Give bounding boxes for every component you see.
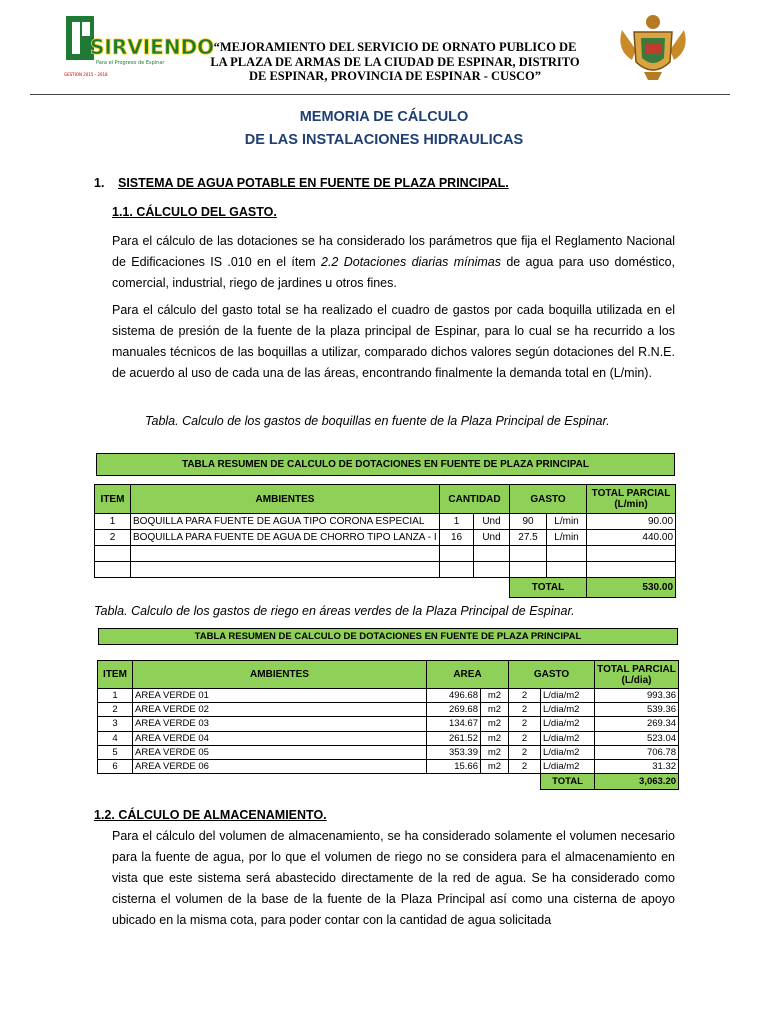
cell-aunit: m2 xyxy=(481,703,509,717)
table-2-header-row xyxy=(98,661,679,689)
cell-gunit: L/dia/m2 xyxy=(541,745,595,759)
cell-area: 269.68 xyxy=(427,703,481,717)
cell-item: 6 xyxy=(98,759,133,773)
cell-desc: AREA VERDE 05 xyxy=(133,745,427,759)
cell-gunit: L/dia/m2 xyxy=(541,731,595,745)
cell-total: 440.00 xyxy=(587,530,676,546)
th-total-line2: (L/dia) xyxy=(621,674,652,686)
cell-gasto: 2 xyxy=(509,703,541,717)
cell-desc: BOQUILLA PARA FUENTE DE AGUA DE CHORRO TIPO LANZA - I xyxy=(131,530,440,546)
table-row xyxy=(98,731,679,745)
th-gasto: GASTO xyxy=(510,485,587,514)
table-row-empty xyxy=(95,562,676,578)
total-label: TOTAL xyxy=(510,578,587,598)
cell-total: 993.36 xyxy=(595,689,679,703)
cell-aunit: m2 xyxy=(481,759,509,773)
th-item: ITEM xyxy=(98,661,133,689)
th-area: AREA xyxy=(427,661,509,689)
cell-gunit: L/dia/m2 xyxy=(541,759,595,773)
cell-aunit: m2 xyxy=(481,745,509,759)
paragraph-gasto-total: Para el cálculo del gasto total se ha realizado el cuadro de gastos por cada boquilla utilizada en el sistema de presión de la fuente de la plaza principal de Espinar, para lo cual se ha recurrido a los manuales técnicos de las boquillas a utilizar, comparado dichos valores según dotaciones del R.N.E. de acuerdo al uso de cada una de las áreas, encontrando finalmente la demanda total en (L/min). xyxy=(112,303,675,380)
cell-gasto: 2 xyxy=(509,759,541,773)
th-gasto: GASTO xyxy=(509,661,595,689)
th-cantidad: CANTIDAD xyxy=(440,485,510,514)
th-total-line1: TOTAL PARCIAL xyxy=(591,488,671,499)
table-row xyxy=(98,703,679,717)
th-total-line2: (L/min) xyxy=(614,499,648,510)
table-row xyxy=(95,514,676,530)
section-1-title: SISTEMA DE AGUA POTABLE EN FUENTE DE PLAZA PRINCIPAL. xyxy=(118,176,509,190)
cell-item: 1 xyxy=(95,514,131,530)
cell-unit: Und xyxy=(474,514,510,530)
section-1-heading xyxy=(94,176,509,190)
table-row xyxy=(95,530,676,546)
cell-total: 90.00 xyxy=(587,514,676,530)
cell-area: 261.52 xyxy=(427,731,481,745)
cell-item: 2 xyxy=(98,703,133,717)
p1-part-a: Para el cálculo de las dotaciones se ha considerado los parámetros que fija el Reglamento Nacional de Edificaciones IS .010 en el ítem xyxy=(112,234,675,269)
cell-gunit: L/min xyxy=(547,530,587,546)
doc-title-line1: MEMORIA DE CÁLCULO xyxy=(299,109,469,125)
cell-aunit: m2 xyxy=(481,689,509,703)
cell-desc: AREA VERDE 01 xyxy=(133,689,427,703)
logo-tagline: Para el Progreso de Espinar xyxy=(96,60,165,66)
cell-item: 5 xyxy=(98,745,133,759)
cell-area: 15.66 xyxy=(427,759,481,773)
cell-total: 269.34 xyxy=(595,717,679,731)
table-row xyxy=(98,745,679,759)
cell-desc: AREA VERDE 03 xyxy=(133,717,427,731)
th-item: ITEM xyxy=(95,485,131,514)
cell-gasto: 2 xyxy=(509,717,541,731)
table-1-header-row xyxy=(95,485,676,514)
p1-emphasis: 2.2 Dotaciones diarias mínimas xyxy=(321,255,501,269)
cell-desc: BOQUILLA PARA FUENTE DE AGUA TIPO CORONA ESPECIAL xyxy=(131,514,440,530)
table-row xyxy=(98,759,679,773)
cell-gunit: L/dia/m2 xyxy=(541,689,595,703)
cell-desc: AREA VERDE 02 xyxy=(133,703,427,717)
project-title: “MEJORAMIENTO DEL SERVICIO DE ORNATO PUBLICO DE LA PLAZA DE ARMAS DE LA CIUDAD DE ESPINAR, DISTRITO DE ESPINAR, PROVINCIA DE ESPINAR - CUSCO” xyxy=(210,40,580,83)
doc-title-line2: DE LAS INSTALACIONES HIDRAULICAS xyxy=(244,132,524,148)
th-total-line1: TOTAL PARCIAL xyxy=(597,663,676,675)
table-2-total-row xyxy=(98,774,679,790)
table-row xyxy=(98,717,679,731)
cell-total: 539.36 xyxy=(595,703,679,717)
cell-gasto: 2 xyxy=(509,689,541,703)
section-1-number: 1. xyxy=(94,176,105,190)
table-2-caption: Tabla. Calculo de los gastos de riego en áreas verdes de la Plaza Principal de Espinar. xyxy=(94,604,575,618)
p1-part-b: de agua para uso doméstico, comercial, industrial, riego de jardines u otros fines. xyxy=(112,255,675,290)
cell-total: 31.32 xyxy=(595,759,679,773)
cell-qty: 16 xyxy=(440,530,474,546)
table-row xyxy=(98,689,679,703)
cell-gunit: L/dia/m2 xyxy=(541,717,595,731)
cell-gasto: 27.5 xyxy=(510,530,547,546)
paragraph-almacenamiento: Para el cálculo del volumen de almacenamiento, se ha considerado solamente el volumen necesario para la fuente de agua, por lo que el volumen de riego no se considera para el almacenamiento en vista que este sistema será abastecido directamente de la red de agua. Se ha considerado como cisterna el volumen de la base de la fuente de la Plaza Principal así como una cisterna de apoyo ubicado en la misma cota, para poder contar con la cantidad de agua solicitada xyxy=(112,829,675,927)
cell-item: 3 xyxy=(98,717,133,731)
cell-aunit: m2 xyxy=(481,731,509,745)
cell-qty: 1 xyxy=(440,514,474,530)
table-boquillas xyxy=(94,484,676,598)
cell-gasto: 2 xyxy=(509,731,541,745)
municipal-seal-icon xyxy=(614,10,692,82)
table-2-banner: TABLA RESUMEN DE CALCULO DE DOTACIONES EN FUENTE DE PLAZA PRINCIPAL xyxy=(98,628,678,645)
logo-years: GESTION 2015 - 2018 xyxy=(64,72,108,77)
paragraph-dotaciones xyxy=(112,231,675,294)
cell-gunit: L/dia/m2 xyxy=(541,703,595,717)
cell-unit: Und xyxy=(474,530,510,546)
cell-desc: AREA VERDE 06 xyxy=(133,759,427,773)
table-1-caption: Tabla. Calculo de los gastos de boquillas en fuente de la Plaza Principal de Espinar. xyxy=(145,414,610,428)
table-1-banner: TABLA RESUMEN DE CALCULO DE DOTACIONES EN FUENTE DE PLAZA PRINCIPAL xyxy=(96,453,675,476)
subsection-1-1-heading: 1.1. CÁLCULO DEL GASTO. xyxy=(112,205,277,219)
total-value: 530.00 xyxy=(587,578,676,598)
header-divider xyxy=(30,94,730,95)
cell-item: 4 xyxy=(98,731,133,745)
cell-area: 353.39 xyxy=(427,745,481,759)
cell-total: 523.04 xyxy=(595,731,679,745)
total-value: 3,063.20 xyxy=(595,774,679,790)
cell-gunit: L/min xyxy=(547,514,587,530)
cell-area: 134.67 xyxy=(427,717,481,731)
th-total-parcial xyxy=(587,485,676,514)
th-total-parcial xyxy=(595,661,679,689)
cell-gasto: 90 xyxy=(510,514,547,530)
th-ambientes: AMBIENTES xyxy=(133,661,427,689)
cell-area: 496.68 xyxy=(427,689,481,703)
total-label: TOTAL xyxy=(541,774,595,790)
table-areas-verdes xyxy=(97,660,679,790)
logo-text: SIRVIENDO xyxy=(90,35,215,59)
subsection-1-2-heading: 1.2. CÁLCULO DE ALMACENAMIENTO. xyxy=(94,808,327,822)
cell-item: 2 xyxy=(95,530,131,546)
cell-total: 706.78 xyxy=(595,745,679,759)
th-ambientes: AMBIENTES xyxy=(131,485,440,514)
cell-gasto: 2 xyxy=(509,745,541,759)
table-row-empty xyxy=(95,546,676,562)
sirviendo-logo xyxy=(62,14,215,78)
cell-aunit: m2 xyxy=(481,717,509,731)
cell-desc: AREA VERDE 04 xyxy=(133,731,427,745)
table-1-total-row xyxy=(95,578,676,598)
cell-item: 1 xyxy=(98,689,133,703)
